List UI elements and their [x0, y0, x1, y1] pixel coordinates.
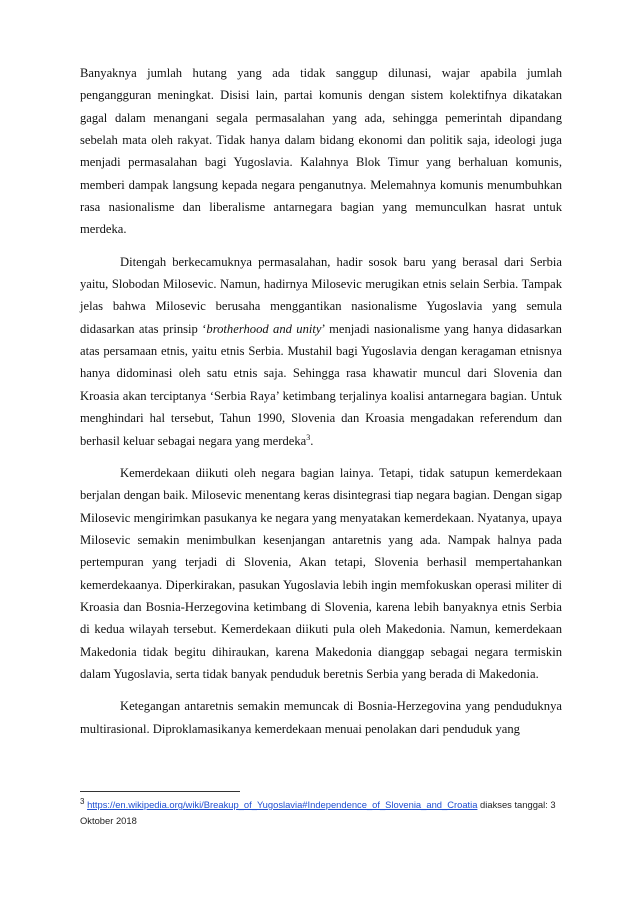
paragraph-2-part-a: Ditengah berkecamuknya permasalahan, hadir sosok baru yang berasal dari Serbia yaitu, Slobodan Milosevic. Namun, hadirnya Milosevic merugikan etnis selain Serbia. Tampak jelas bahwa Milosevic berusaha menggantikan nasionalisme Yugoslavia yang semula didasarkan atas prinsip ‘ — [80, 254, 562, 336]
footnote-suffix: diakses tanggal: 3 Oktober 2018 — [80, 799, 556, 826]
paragraph-2-italic-phrase: brotherhood and unity — [206, 321, 322, 336]
footnote — [80, 797, 562, 829]
paragraph-2-part-b: ’ menjadi nasionalisme yang hanya didasarkan atas persamaan etnis, yaitu etnis Serbia. Mustahil bagi Yugoslavia dengan keragaman etnisnya hanya didominasi oleh satu etnis saja. Sehingga rasa khawatir muncul dari Slovenia dan Kroasia akan terciptanya ‘Serbia Raya’ ketimbang terjalinya koalisi antarnegara bagian. Untuk menghindari hal tersebut, Tahun 1990, Slovenia dan Kroasia mengadakan referendum dan berhasil keluar sebagai negara yang merdeka — [80, 321, 562, 448]
footnote-separator — [80, 791, 240, 792]
paragraph-1: Banyaknya jumlah hutang yang ada tidak sanggup dilunasi, wajar apabila jumlah pengangguran meningkat. Disisi lain, partai komunis dengan sistem kolektifnya dikatakan gagal dalam menangani segala permasalahan yang ada, sehingga pemerintah dipandang sebelah mata oleh rakyat. Tidak hanya dalam bidang ekonomi dan politik saja, ideologi juga menjadi permasalahan bagi Yugoslavia. Kalahnya Blok Timur yang berhaluan komunis, memberi dampak langsung kepada negara penganutnya. Melemahnya komunis menumbuhkan rasa nasionalisme dan liberalisme antarnegara bagian yang memunculkan hasrat untuk merdeka. — [80, 66, 562, 237]
paragraph-2-part-c: . — [310, 433, 314, 448]
paragraph-3: Kemerdekaan diikuti oleh negara bagian lainya. Tetapi, tidak satupun kemerdekaan berjalan dengan baik. Milosevic menentang keras disintegrasi tiap negara bagian. Dengan sigap Milosevic mengirimkan pasukanya ke negara yang menyatakan kemerdekaan. Nyatanya, upaya Milosevic semakin menimbulkan kesenjangan antaretnis yang ada. Nampak halnya pada pertempuran yang terjadi di Slovenia, Akan tetapi, Slovenia berhasil mempertahankan kemerdekaanya. Diperkirakan, pasukan Yugoslavia lebih ingin memfokuskan operasi militer di Kroasia dan Bosnia-Herzegovina ketimbang di Slovenia, karena lebih banyaknya etnis Serbia di kedua wilayah tersebut. Kemerdekaan diikuti pula oleh Makedonia. Namun, kemerdekaan Makedonia tidak begitu dihiraukan, karena Makedonia dianggap sebagai negara termiskin dalam Yugoslavia, serta tidak banyak penduduk beretnis Serbia yang berada di Makedonia. — [80, 465, 562, 681]
footnote-reference[interactable]: 3 — [306, 432, 311, 442]
body-text — [80, 62, 562, 740]
paragraph-4: Ketegangan antaretnis semakin memuncak di Bosnia-Herzegovina yang penduduknya multirasional. Diproklamasikanya kemerdekaan menuai penolakan dari penduduk yang — [80, 699, 562, 736]
footnote-link[interactable]: https://en.wikipedia.org/wiki/Breakup_of_Yugoslavia#Independence_of_Slovenia_and_Croatia — [87, 799, 478, 810]
footnote-number: 3 — [80, 796, 85, 806]
paragraph-2 — [80, 251, 562, 452]
